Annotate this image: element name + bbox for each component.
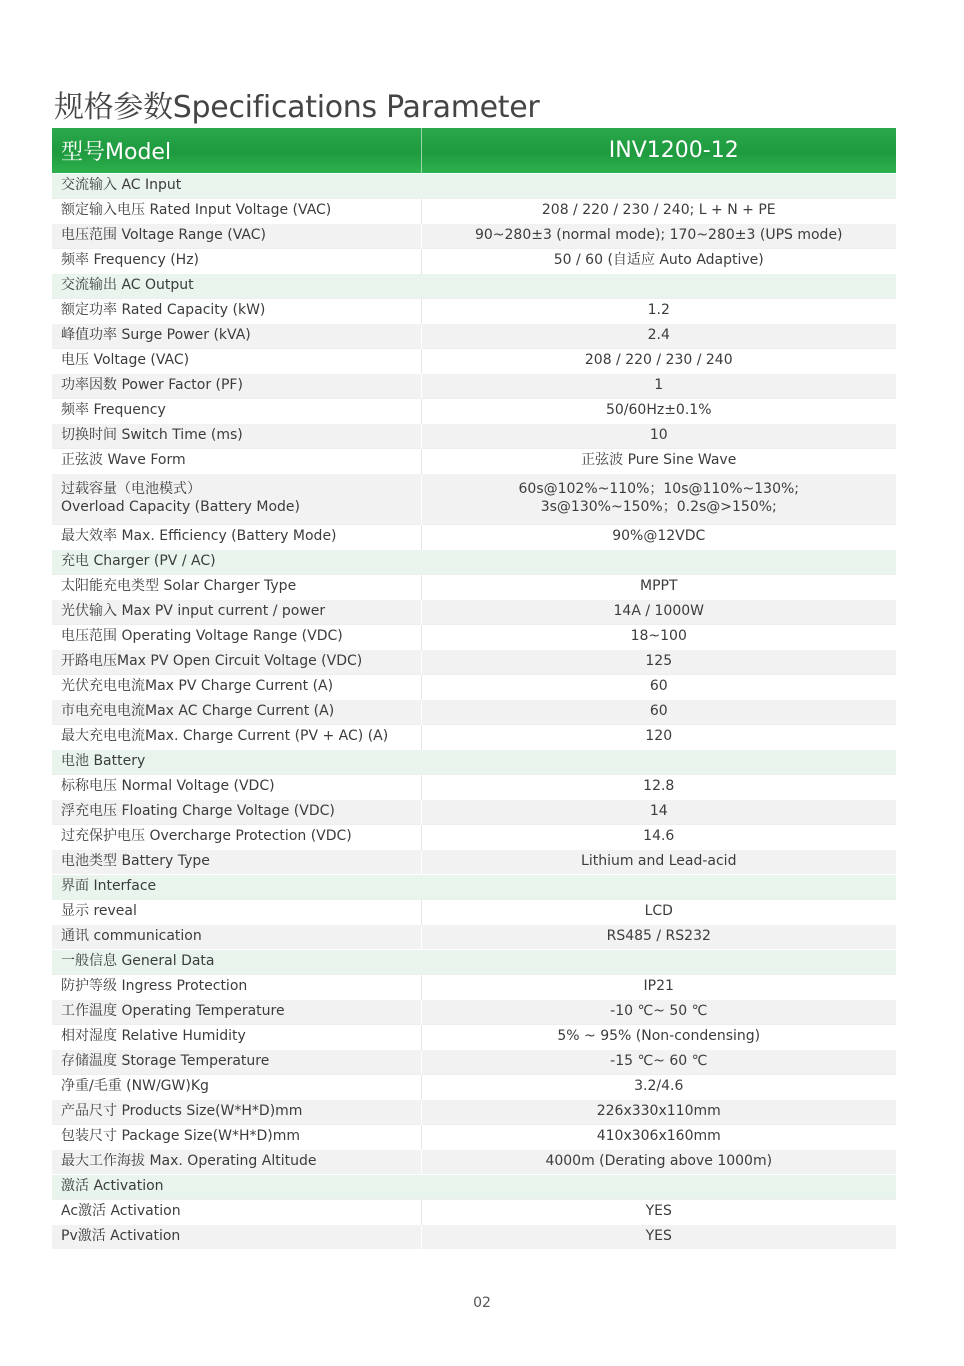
table-header-row [52, 128, 896, 173]
parameter-label: 额定功率 Rated Capacity (kW) [52, 298, 421, 323]
parameter-label: 产品尺寸 Products Size(W*H*D)mm [52, 1099, 421, 1124]
parameter-label: 电池类型 Battery Type [52, 849, 421, 874]
table-row [52, 473, 896, 524]
table-row [52, 1224, 896, 1249]
table-row [52, 198, 896, 223]
parameter-label: 相对湿度 Relative Humidity [52, 1024, 421, 1049]
parameter-label: 开路电压Max PV Open Circuit Voltage (VDC) [52, 649, 421, 674]
table-row [52, 674, 896, 699]
parameter-label: 光伏输入 Max PV input current / power [52, 599, 421, 624]
parameter-value: 2.4 [421, 323, 896, 348]
section-header-label: 充电 Charger (PV / AC) [52, 549, 896, 574]
parameter-label: 额定输入电压 Rated Input Voltage (VAC) [52, 198, 421, 223]
page-title: 规格参数Specifications Parameter [54, 90, 540, 125]
parameter-value: 14A / 1000W [421, 599, 896, 624]
parameter-value: Lithium and Lead-acid [421, 849, 896, 874]
section-header-label: 激活 Activation [52, 1174, 896, 1199]
parameter-value: 12.8 [421, 774, 896, 799]
parameter-label: Pv激活 Activation [52, 1224, 421, 1249]
parameter-label: 最大工作海拔 Max. Operating Altitude [52, 1149, 421, 1174]
parameter-label: 峰值功率 Surge Power (kVA) [52, 323, 421, 348]
table-row [52, 1124, 896, 1149]
parameter-label [52, 473, 421, 524]
table-row [52, 999, 896, 1024]
parameter-value: LCD [421, 899, 896, 924]
parameter-value-line: 60s@102%~110%；10s@110%~130%; [518, 481, 799, 497]
parameter-value [421, 473, 896, 524]
table-row [52, 624, 896, 649]
table-row [52, 774, 896, 799]
parameter-label: 最大效率 Max. Efficiency (Battery Mode) [52, 524, 421, 549]
parameter-label: 功率因数 Power Factor (PF) [52, 373, 421, 398]
table-row [52, 423, 896, 448]
parameter-label: 通讯 communication [52, 924, 421, 949]
table-row [52, 574, 896, 599]
model-header-label: 型号Model [52, 128, 421, 173]
table-row [52, 398, 896, 423]
parameter-label: 电压范围 Voltage Range (VAC) [52, 223, 421, 248]
parameter-label: 过充保护电压 Overcharge Protection (VDC) [52, 824, 421, 849]
table-row [52, 849, 896, 874]
parameter-label: 防护等级 Ingress Protection [52, 974, 421, 999]
table-row [52, 1024, 896, 1049]
parameter-label: 工作温度 Operating Temperature [52, 999, 421, 1024]
parameter-label: 正弦波 Wave Form [52, 448, 421, 473]
table-row [52, 1049, 896, 1074]
parameter-value-line: 3s@130%~150%；0.2s@>150%; [540, 498, 777, 515]
parameter-value: 3.2/4.6 [421, 1074, 896, 1099]
parameter-value: 226x330x110mm [421, 1099, 896, 1124]
parameter-value: 120 [421, 724, 896, 749]
table-body [52, 173, 896, 1249]
table-row [52, 1199, 896, 1224]
specifications-table [52, 128, 896, 1249]
table-row [52, 699, 896, 724]
parameter-value: 410x306x160mm [421, 1124, 896, 1149]
parameter-value: 4000m (Derating above 1000m) [421, 1149, 896, 1174]
table-row [52, 599, 896, 624]
page-number: 02 [473, 1295, 491, 1311]
parameter-value: 10 [421, 423, 896, 448]
parameter-label: 电压 Voltage (VAC) [52, 348, 421, 373]
parameter-value: 14 [421, 799, 896, 824]
parameter-value: 208 / 220 / 230 / 240 [421, 348, 896, 373]
parameter-value: 50 / 60 (自适应 Auto Adaptive) [421, 248, 896, 273]
section-header-label: 电池 Battery [52, 749, 896, 774]
table-row [52, 323, 896, 348]
parameter-value: YES [421, 1199, 896, 1224]
parameter-label: 电压范围 Operating Voltage Range (VDC) [52, 624, 421, 649]
model-header-value: INV1200-12 [421, 128, 896, 173]
parameter-label: 浮充电压 Floating Charge Voltage (VDC) [52, 799, 421, 824]
parameter-value: 50/60Hz±0.1% [421, 398, 896, 423]
parameter-label-line: Overload Capacity (Battery Mode) [61, 498, 301, 515]
parameter-value: 125 [421, 649, 896, 674]
section-header-row [52, 949, 896, 974]
parameter-label: 光伏充电电流Max PV Charge Current (A) [52, 674, 421, 699]
parameter-value: -10 ℃~ 50 ℃ [421, 999, 896, 1024]
parameter-value: 5% ~ 95% (Non-condensing) [421, 1024, 896, 1049]
section-header-label: 一般信息 General Data [52, 949, 896, 974]
parameter-value: 14.6 [421, 824, 896, 849]
section-header-row [52, 549, 896, 574]
parameter-value: 1.2 [421, 298, 896, 323]
parameter-value: 18~100 [421, 624, 896, 649]
parameter-label: 净重/毛重 (NW/GW)Kg [52, 1074, 421, 1099]
table-row [52, 799, 896, 824]
parameter-label: 存储温度 Storage Temperature [52, 1049, 421, 1074]
parameter-label: 包装尺寸 Package Size(W*H*D)mm [52, 1124, 421, 1149]
section-header-row [52, 874, 896, 899]
parameter-label: 太阳能充电类型 Solar Charger Type [52, 574, 421, 599]
section-header-label: 交流输出 AC Output [52, 273, 896, 298]
parameter-label: 频率 Frequency (Hz) [52, 248, 421, 273]
table-row [52, 649, 896, 674]
parameter-label: 标称电压 Normal Voltage (VDC) [52, 774, 421, 799]
parameter-value: 208 / 220 / 230 / 240; L + N + PE [421, 198, 896, 223]
parameter-value: 60 [421, 699, 896, 724]
table-row [52, 448, 896, 473]
table-row [52, 524, 896, 549]
parameter-value: 1 [421, 373, 896, 398]
table-row [52, 223, 896, 248]
section-header-label: 交流输入 AC Input [52, 173, 896, 198]
table-row [52, 974, 896, 999]
parameter-value: MPPT [421, 574, 896, 599]
parameter-value: 90~280±3 (normal mode); 170~280±3 (UPS mode) [421, 223, 896, 248]
parameter-label: Ac激活 Activation [52, 1199, 421, 1224]
section-header-row [52, 749, 896, 774]
parameter-label: 显示 reveal [52, 899, 421, 924]
section-header-label: 界面 Interface [52, 874, 896, 899]
section-header-row [52, 273, 896, 298]
table-row [52, 1074, 896, 1099]
parameter-value: IP21 [421, 974, 896, 999]
section-header-row [52, 1174, 896, 1199]
parameter-value: -15 ℃~ 60 ℃ [421, 1049, 896, 1074]
table-row [52, 724, 896, 749]
parameter-value: 正弦波 Pure Sine Wave [421, 448, 896, 473]
table-row [52, 373, 896, 398]
table-row [52, 248, 896, 273]
parameter-value: 60 [421, 674, 896, 699]
parameter-value: YES [421, 1224, 896, 1249]
parameter-value: RS485 / RS232 [421, 924, 896, 949]
parameter-label: 切换时间 Switch Time (ms) [52, 423, 421, 448]
section-header-row [52, 173, 896, 198]
table-row [52, 298, 896, 323]
table-row [52, 924, 896, 949]
parameter-label: 最大充电电流Max. Charge Current (PV + AC) (A) [52, 724, 421, 749]
parameter-value: 90%@12VDC [421, 524, 896, 549]
table-row [52, 824, 896, 849]
parameter-label: 市电充电电流Max AC Charge Current (A) [52, 699, 421, 724]
parameter-label-line: 过载容量（电池模式） [61, 481, 201, 497]
table-row [52, 348, 896, 373]
parameter-label: 频率 Frequency [52, 398, 421, 423]
table-row [52, 1149, 896, 1174]
table-row [52, 1099, 896, 1124]
table-row [52, 899, 896, 924]
